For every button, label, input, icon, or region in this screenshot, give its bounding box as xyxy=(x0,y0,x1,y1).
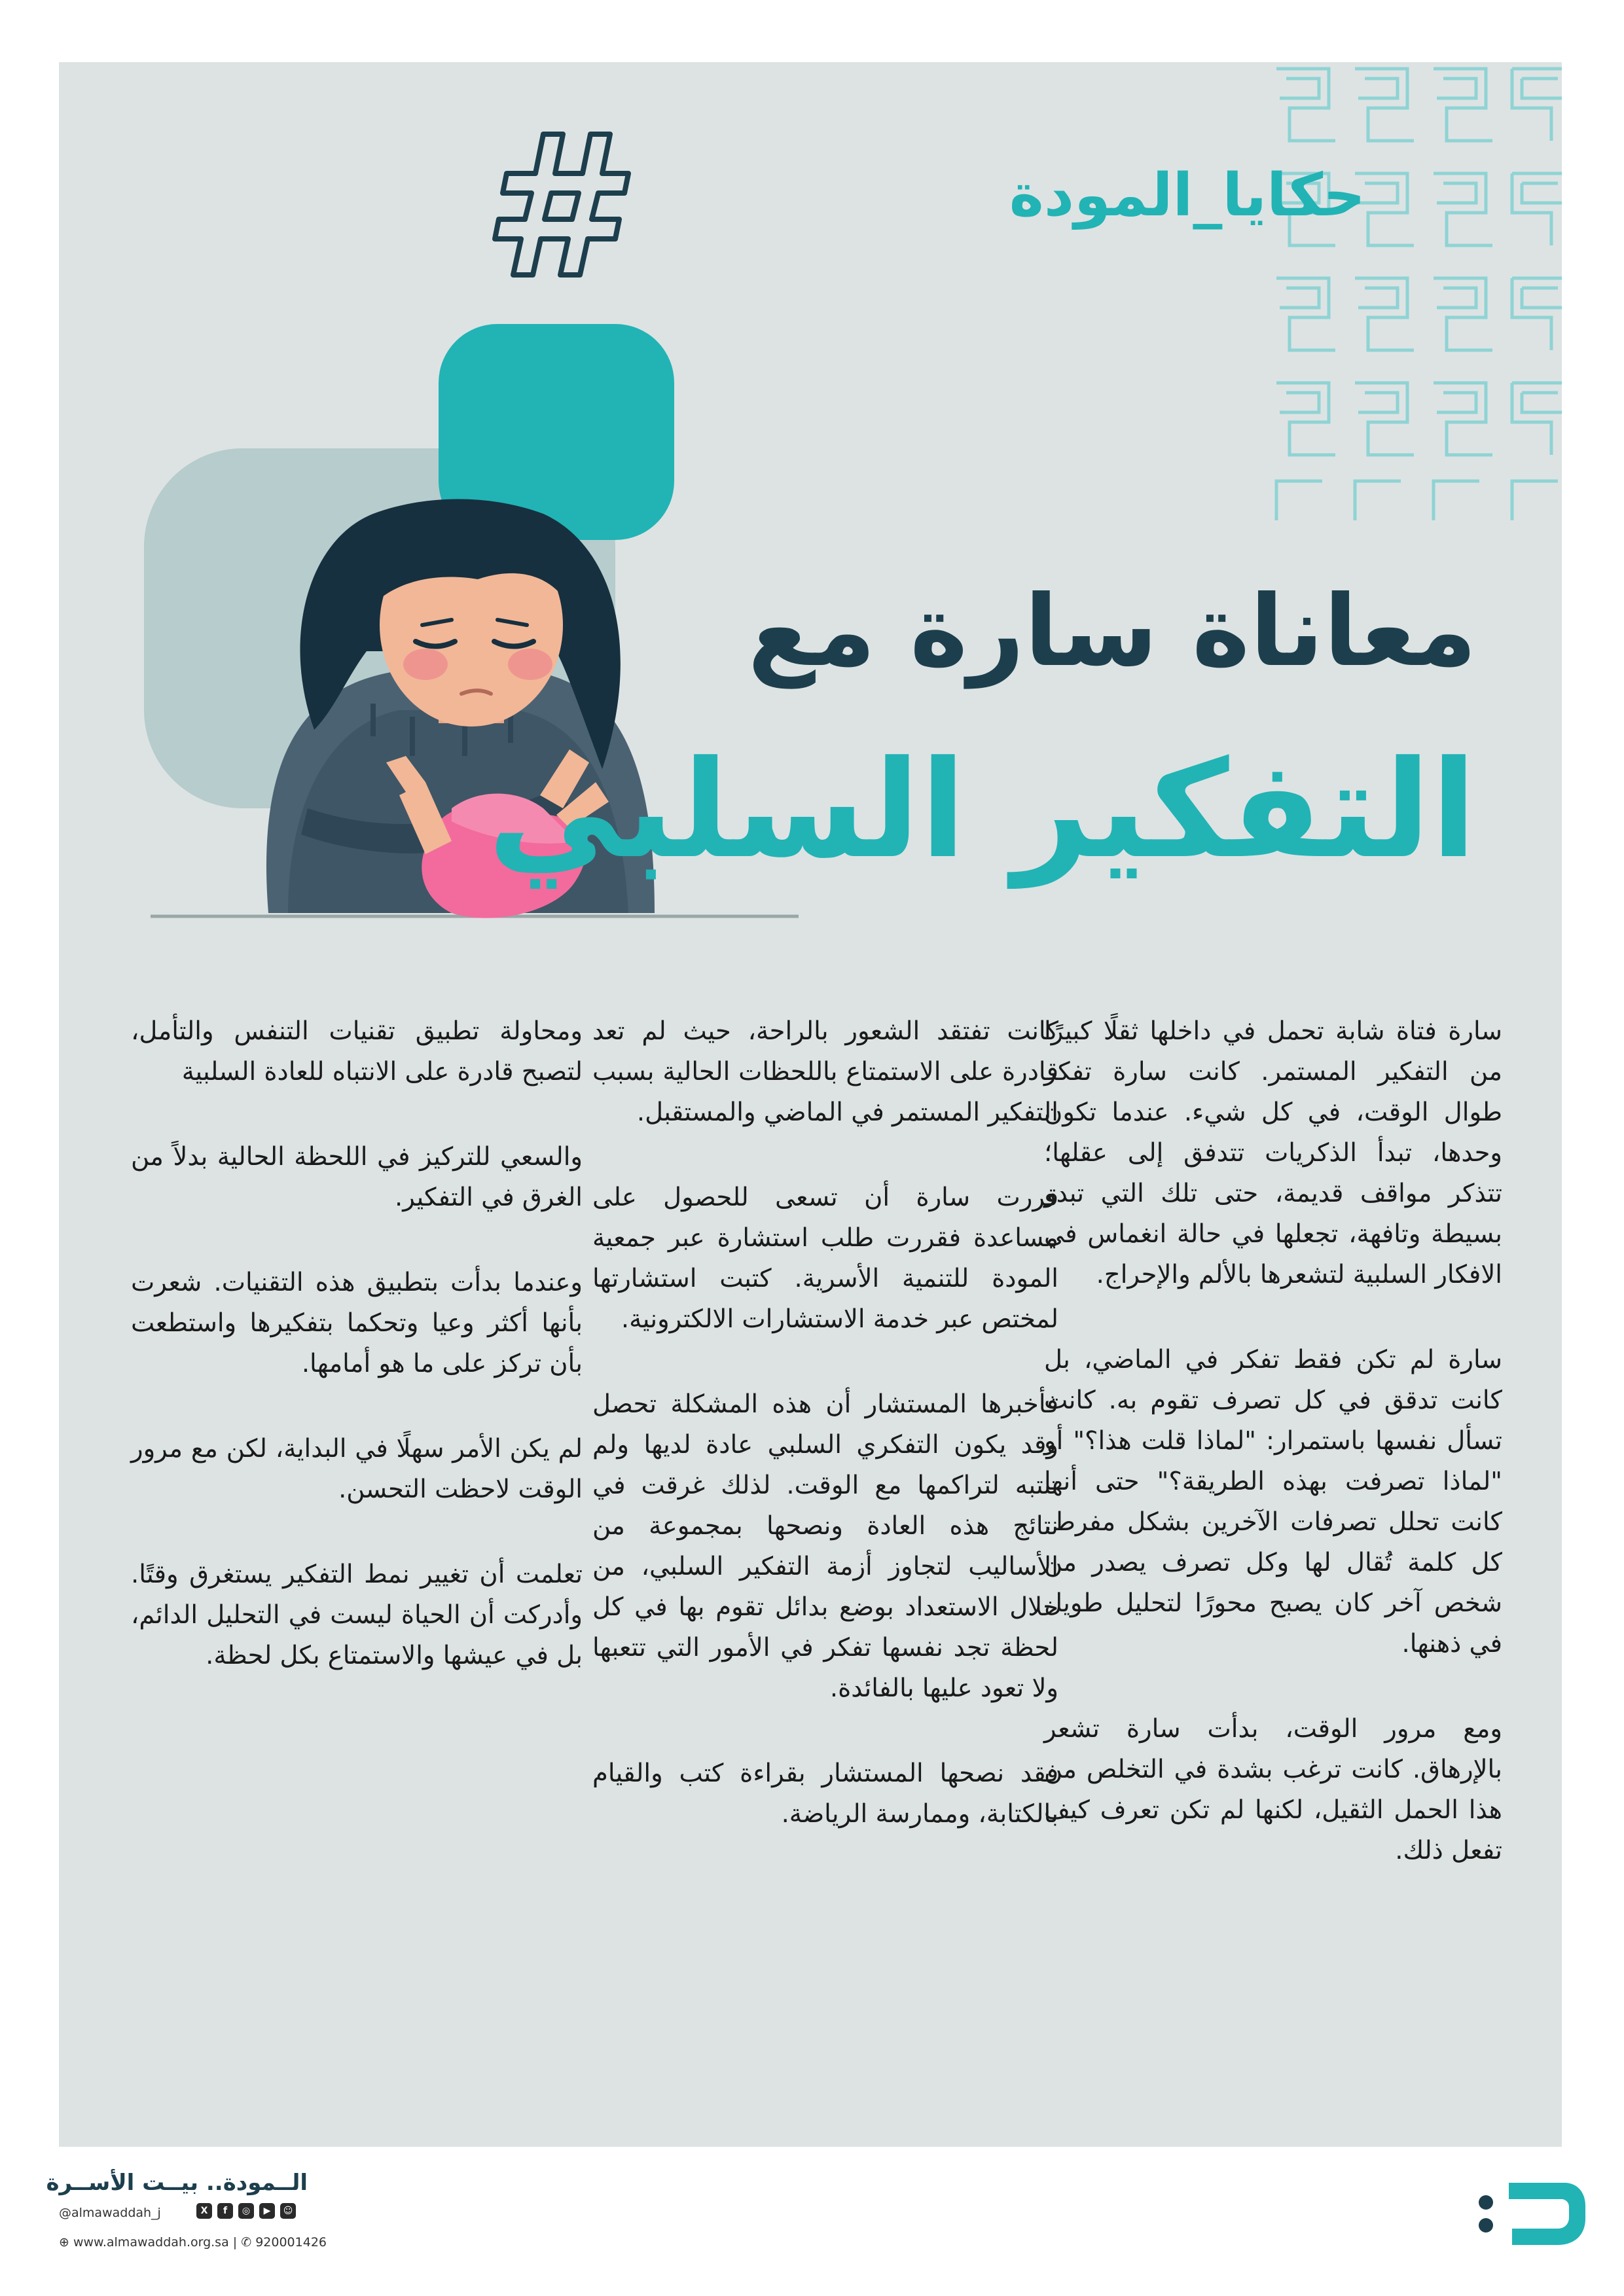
paragraph: قررت سارة أن تسعى للحصول على مساعدة فقررت طلب استشارة عبر جمعية المودة للتنمية الأسرية. كتبت استشارتها لمختص عبر خدمة الاستشارات الالكترونية. xyxy=(592,1183,1058,1334)
paragraph: كانت تفتقد الشعور بالراحة، حيث لم تعد قادرة على الاستمتاع باللحظات الحالية بسبب التفكير المستمر في الماضي والمستقبل. xyxy=(592,1016,1058,1127)
snapchat-icon[interactable]: ☺ xyxy=(280,2203,296,2219)
paragraph: فقد نصحها المستشار بقراءة كتب والقيام بالكتابة، وممارسة الرياضة. xyxy=(592,1759,1058,1829)
footer-brand-tagline: الــمودة.. بيــت الأســرة xyxy=(46,2170,308,2196)
paragraph: ومع مرور الوقت، بدأت سارة تشعر بالإرهاق. كانت ترغب بشدة في التخلص من هذا الحمل الثقيل، لكنها لم تكن تعرف كيف تفعل ذلك. xyxy=(1044,1714,1502,1865)
story-column-1 xyxy=(1044,1011,1502,1916)
youtube-icon[interactable]: ▶ xyxy=(259,2203,275,2219)
paragraph: ومحاولة تطبيق تقنيات التنفس والتأمل، لتصبح قادرة على الانتباه للعادة السلبية xyxy=(131,1016,583,1086)
globe-icon: ⊕ xyxy=(59,2235,69,2250)
footer-contact xyxy=(59,2235,327,2250)
paragraph: تعلمت أن تغيير نمط التفكير يستغرق وقتًا. وأدركت أن الحياة ليست في التحليل الدائم، بل في عيشها والاستمتاع بكل لحظة. xyxy=(131,1560,583,1670)
paragraph: والسعي للتركيز في اللحظة الحالية بدلاً من الغرق في التفكير. xyxy=(131,1142,583,1212)
facebook-icon[interactable]: f xyxy=(217,2203,233,2219)
hashtag-label: حكايا_المودة xyxy=(1009,161,1365,230)
phone-icon: ✆ xyxy=(241,2235,252,2250)
story-column-2 xyxy=(592,1011,1058,1879)
almawaddah-logo-icon xyxy=(1473,2173,1591,2258)
title-line-1: معاناة سارة مع xyxy=(748,575,1477,689)
poster-panel xyxy=(59,62,1562,2147)
footer-phone[interactable]: 920001426 xyxy=(255,2235,327,2250)
x-icon[interactable]: X xyxy=(196,2203,212,2219)
decorative-maze-pattern xyxy=(1270,62,1562,533)
instagram-icon[interactable]: ◎ xyxy=(238,2203,254,2219)
footer-separator: | xyxy=(232,2235,242,2250)
paragraph: لم يكن الأمر سهلًا في البداية، لكن مع مرور الوقت لاحظت التحسن. xyxy=(131,1434,583,1504)
story-column-3 xyxy=(131,1011,583,1721)
footer-social-icons xyxy=(196,2203,296,2219)
title-line-2: التفكير السلبي xyxy=(488,732,1477,888)
footer-social-handle[interactable]: @almawaddah_j xyxy=(59,2206,161,2220)
paragraph: وعندما بدأت بتطبيق هذه التقنيات. شعرت بأنها أكثر وعيا وتحكما بتفكيرها واستطعت بأن تركز على ما هو أمامها. xyxy=(131,1268,583,1378)
paragraph: فأخبرها المستشار أن هذه المشكلة تحصل وقد يكون التفكري السلبي عادة لديها ولم تنتبه لتراكمها مع الوقت. لذلك غرقت في نتائج هذه العادة ونصحها بمجموعة من الأساليب لتجاوز أزمة التفكير السلبي، من خلال الاستعداد بوضع بدائل تقوم بها في كل لحظة تجد نفسها تفكر في الأمور التي تتعبها ولا تعود عليها بالفائدة. xyxy=(592,1390,1058,1703)
footer-website[interactable]: www.almawaddah.org.sa xyxy=(73,2235,229,2250)
paragraph: سارة لم تكن فقط تفكر في الماضي، بل كانت تدقق في كل تصرف تقوم به. كانت تسأل نفسها باستمرار: "لماذا قلت هذا؟" أو "لماذا تصرفت بهذه الطريقة؟" حتى أنها كانت تحلل تصرفات الآخرين بشكل مفرط. كل كلمة تُقال لها وكل تصرف يصدر من شخص آخر كان يصبح محورًا لتحليل طويل في ذهنها. xyxy=(1044,1345,1502,1659)
paragraph: سارة فتاة شابة تحمل في داخلها ثقلًا كبيرًا من التفكير المستمر. كانت سارة تفكر طوال الوقت، في كل شيء. عندما تكون وحدها، تبدأ الذكريات تتدفق إلى عقلها؛ تتذكر مواقف قديمة، حتى تلك التي تبدو بسيطة وتافهة، تجعلها في حالة انغماس في الافكار السلبية لتشعرها بالألم والإحراج. xyxy=(1044,1016,1502,1289)
